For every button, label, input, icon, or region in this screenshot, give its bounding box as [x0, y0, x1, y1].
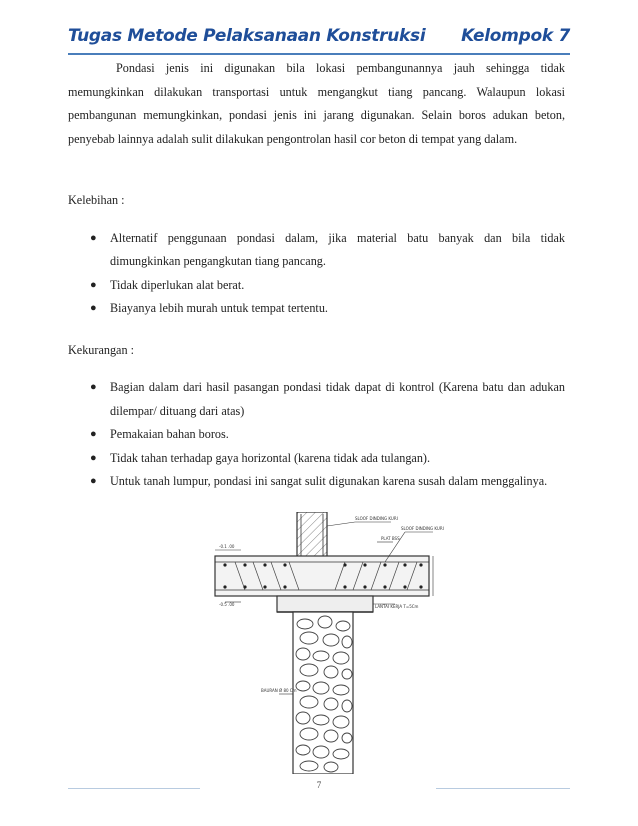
bullet-icon: ● [90, 231, 97, 244]
kelebihan-list [68, 227, 565, 321]
header-rule [68, 53, 570, 55]
list-item: ● Untuk tanah lumpur, pondasi ini sangat sulit digunakan karena susah dalam menggalinya. [68, 470, 565, 494]
page-footer [68, 780, 570, 806]
group-label: Kelompok 7 [461, 26, 570, 46]
label-elev-mid: -0.5 .00 [219, 602, 235, 607]
label-sloof: SLOOF DINDING KURI [355, 516, 398, 521]
label-sloof-2: SLOOF DINDING KURI [401, 526, 444, 531]
label-pile: BAURAN Ø 80 Cm [261, 688, 297, 693]
list-item: ● Biayanya lebih murah untuk tempat tertentu. [68, 297, 565, 321]
list-item: ● Tidak diperlukan alat berat. [68, 274, 565, 298]
label-elev-top: -0.1 .00 [219, 544, 235, 549]
page-number: 7 [316, 780, 322, 790]
list-item: ● Pemakaian bahan boros. [68, 423, 565, 447]
label-lantai: LANTAI KERJA T=5Cm [375, 604, 419, 609]
list-item: ● Tidak tahan terhadap gaya horizontal (karena tidak ada tulangan). [68, 447, 565, 471]
bullet-icon: ● [90, 381, 97, 393]
column-shape [297, 512, 327, 558]
kekurangan-heading: Kekurangan : [68, 342, 134, 357]
bullet-icon: ● [90, 475, 97, 487]
document-title: Tugas Metode Pelaksanaan Konstruksi [68, 26, 426, 46]
bullet-icon: ● [90, 428, 97, 440]
label-plat: PLAT BSS [381, 536, 400, 541]
list-item: ● Alternatif penggunaan pondasi dalam, jika material batu banyak dan bila tidak dimungkinkan pengangkutan tiang pancang. [68, 227, 565, 274]
bullet-icon: ● [90, 278, 97, 291]
kelebihan-heading: Kelebihan : [68, 193, 125, 207]
kekurangan-list [68, 376, 565, 494]
list-item: ● Bagian dalam dari hasil pasangan pondasi tidak dapat di kontrol (Karena batu dan adukan dilempar/ dituang dari atas) [68, 376, 565, 423]
foundation-drawing [205, 512, 447, 774]
intro-paragraph: Pondasi jenis ini digunakan bila lokasi pembangunannya jauh sehingga tidak memungkinkan dilakukan transportasi untuk mengangkut tiang pancang. Walaupun lokasi pembangunan memungkinkan, pondasi jenis ini jarang digunakan. Selain boros adukan beton, penyebab lainnya adalah sulit dilakukan pengontrolan hasil cor beton di tempat yang dalam. [68, 61, 565, 146]
document-body [68, 57, 565, 494]
page-header [68, 26, 570, 56]
bullet-icon: ● [90, 302, 97, 314]
foundation-diagram [205, 512, 447, 774]
bullet-icon: ● [90, 451, 97, 464]
